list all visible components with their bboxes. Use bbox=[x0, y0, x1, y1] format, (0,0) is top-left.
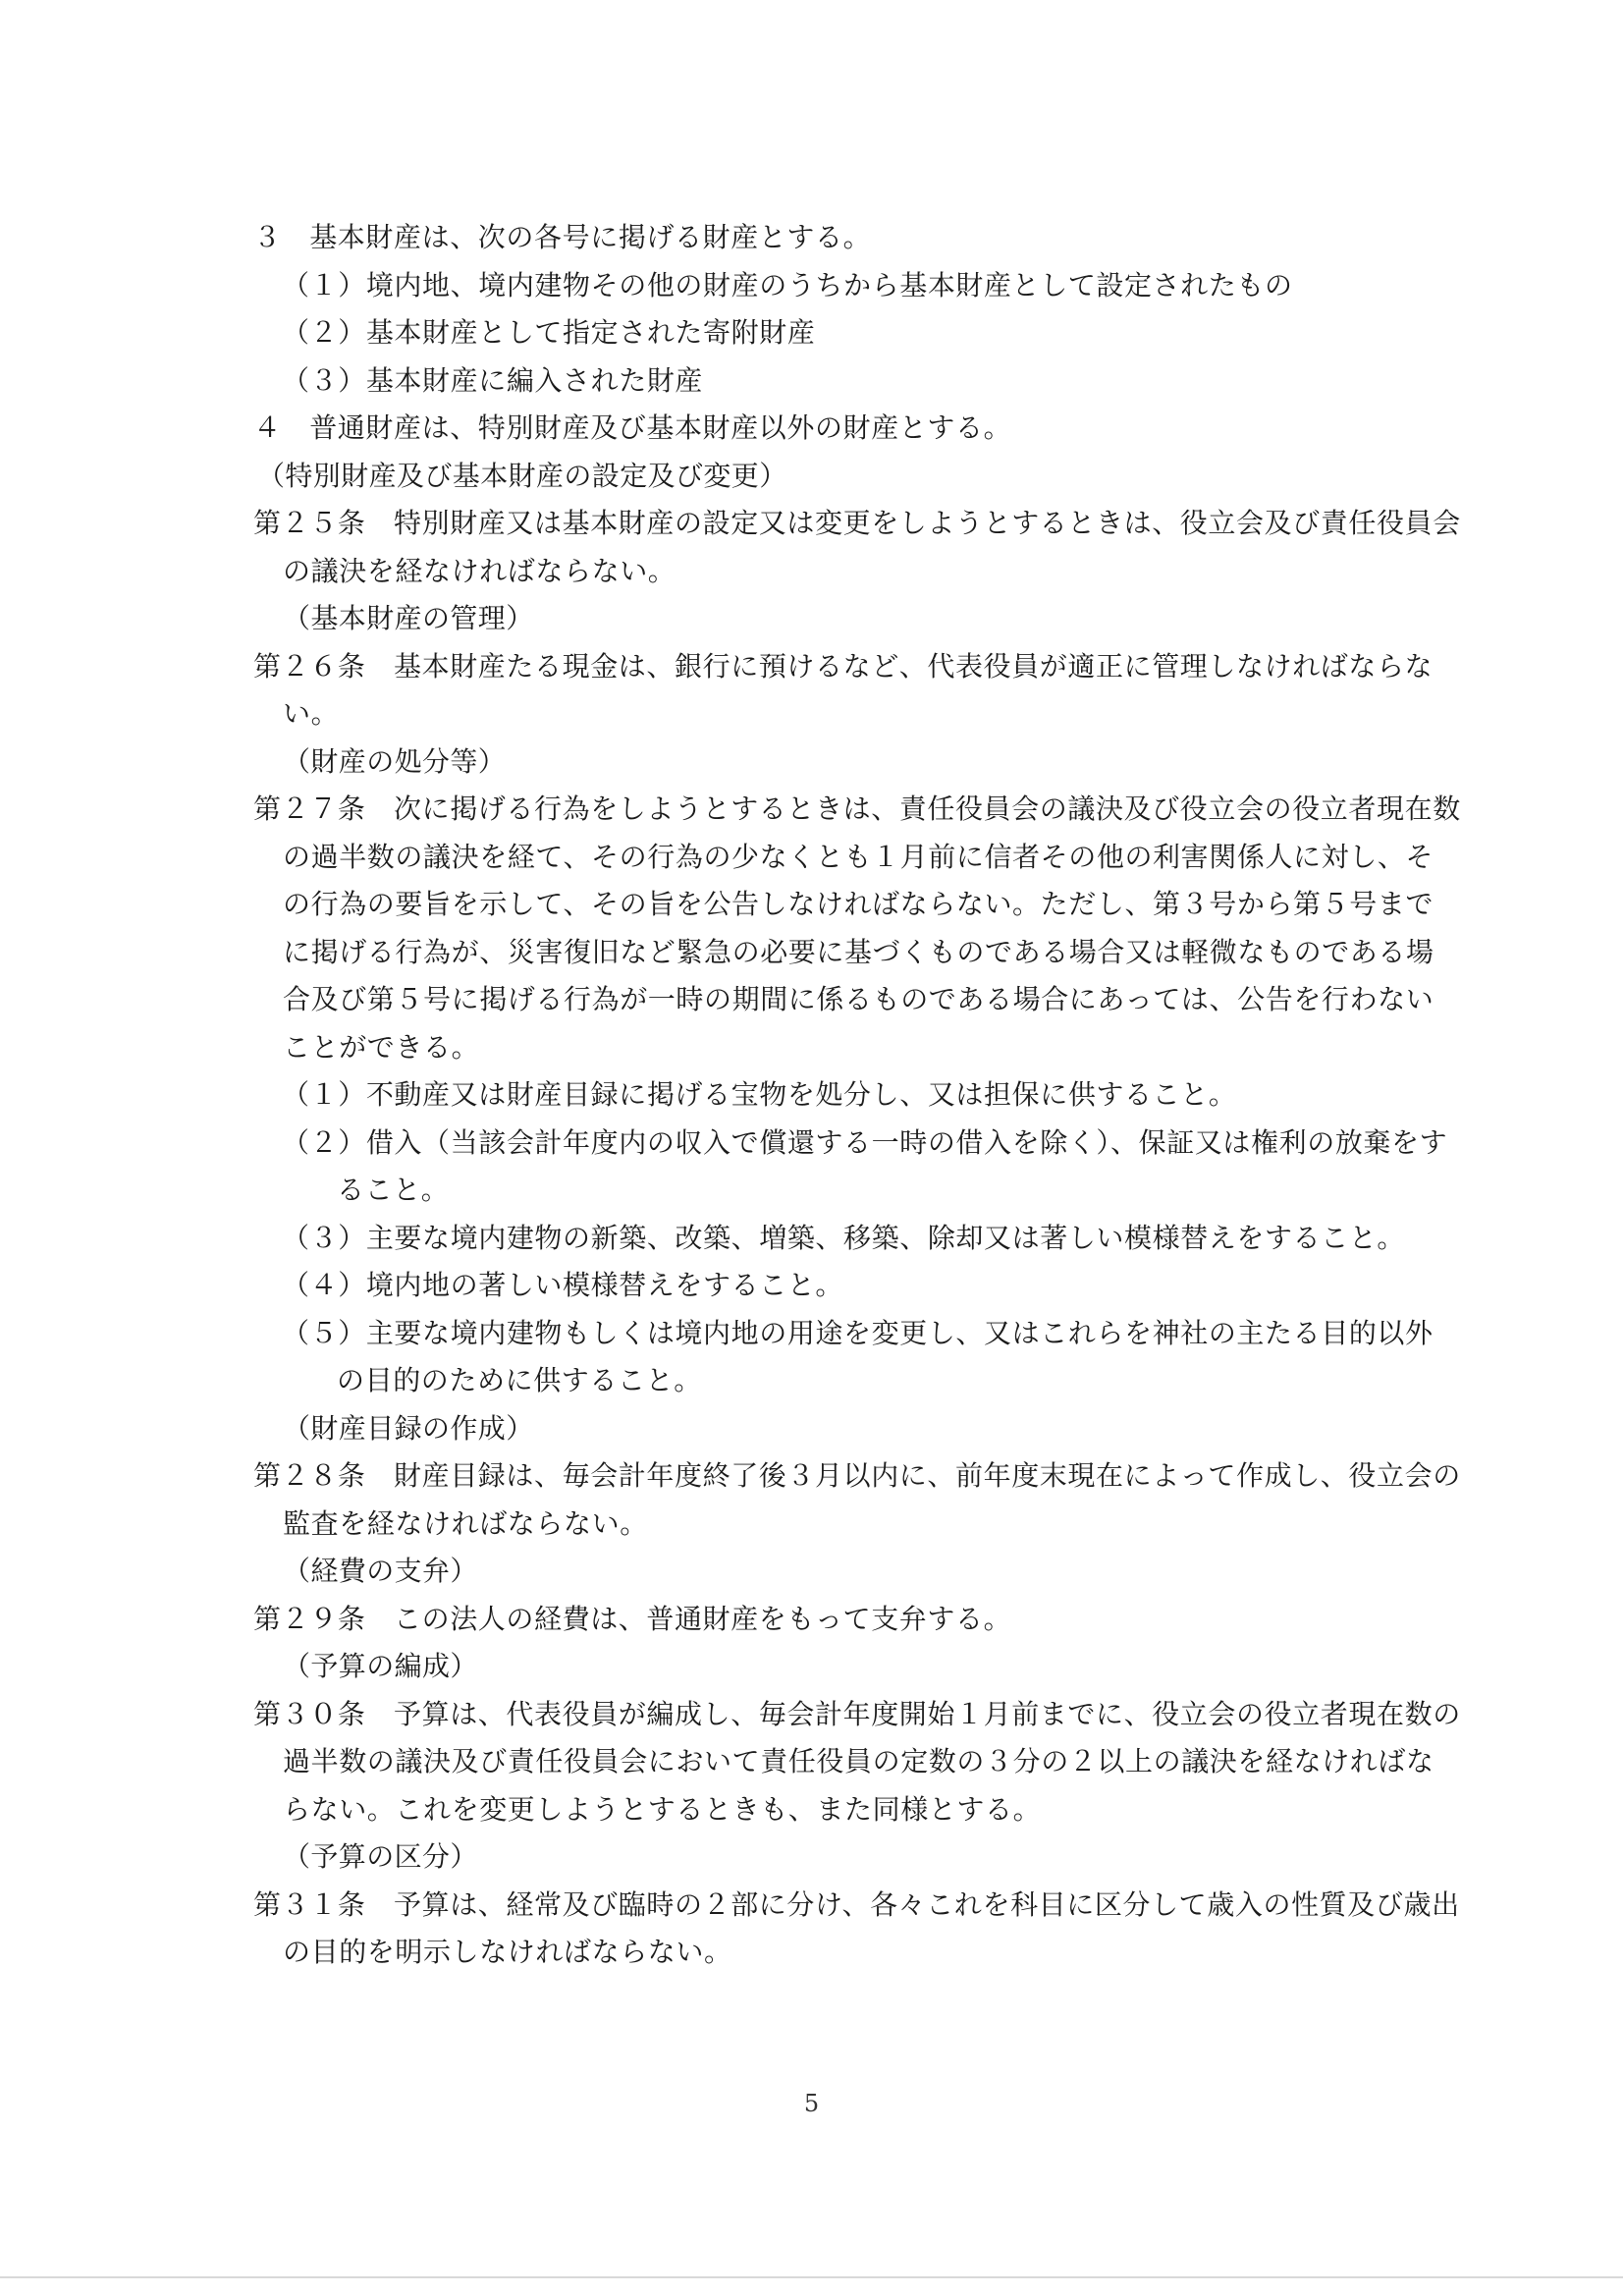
item-text: 基本財産に編入された財産 bbox=[365, 363, 704, 397]
item-number: （１） bbox=[282, 268, 366, 301]
article-25-heading: （特別財産及び基本財産の設定及び変更） bbox=[257, 459, 787, 492]
article-26: 第２６条 基本財産たる現金は、銀行に預けるなど、代表役員が適正に管理しなければならない。 bbox=[253, 649, 1434, 730]
item-number: （３） bbox=[282, 363, 366, 397]
article-30: 第３０条 予算は、代表役員が編成し、毎会計年度開始１月前までに、役立会の役立者現在数の過半数の議決及び責任役員会において責任役員の定数の３分の２以上の議決を経なければならない。これを変更しようとするときも、また同様とする。 bbox=[253, 1697, 1461, 1826]
item-number: （３） bbox=[282, 1221, 366, 1254]
item-text: 境内地、境内建物その他の財産のうちから基本財産として設定されたもの bbox=[365, 268, 1293, 301]
paragraph-3-item-1 bbox=[253, 262, 1461, 310]
item-text: 境内地の著しい模様替えをすること。 bbox=[365, 1269, 844, 1301]
item-number: （１） bbox=[282, 1078, 366, 1111]
article-27-heading: （財産の処分等） bbox=[283, 744, 507, 778]
article-31: 第３１条 予算は、経常及び臨時の２部に分け、各々これを科目に区分して歳入の性質及び歳出の目的を明示しなければならない。 bbox=[253, 1887, 1460, 1968]
item-text: 借入（当該会計年度内の収入で償還する一時の借入を除く）、保証又は権利の放棄をすること。 bbox=[337, 1125, 1448, 1206]
scan-edge-divider bbox=[0, 2276, 1623, 2278]
paragraph-3-item-3 bbox=[253, 357, 1461, 406]
page-number: 5 bbox=[803, 2090, 820, 2117]
item-text: 基本財産として指定された寄附財産 bbox=[365, 316, 816, 349]
item-number: （４） bbox=[282, 1269, 366, 1301]
paragraph-4: ４ 普通財産は、特別財産及び基本財産以外の財産とする。 bbox=[253, 411, 1012, 444]
item-text: 不動産又は財産目録に掲げる宝物を処分し、又は担保に供すること。 bbox=[365, 1078, 1237, 1111]
article-27: 第２７条 次に掲げる行為をしようとするときは、責任役員会の議決及び役立会の役立者現在数の過半数の議決を経て、その行為の少なくとも１月前に信者その他の利害関係人に対し、その行為の要旨を示して、その旨を公告しなければならない。ただし、第３号から第５号までに掲げる行為が、災害復旧など緊急の必要に基づくものである場合又は軽微なものである場合及び第５号に掲げる行為が一時の期間に係るものである場合にあっては、公告を行わないことができる。 bbox=[253, 793, 1461, 1064]
document-body bbox=[253, 214, 1461, 1977]
article-27-item-1 bbox=[253, 1071, 1461, 1120]
article-27-item-5 bbox=[253, 1310, 1461, 1405]
paragraph-3: ３ 基本財産は、次の各号に掲げる財産とする。 bbox=[253, 221, 872, 253]
item-text: 主要な境内建物の新築、改築、増築、移築、除却又は著しい模様替えをすること。 bbox=[365, 1221, 1406, 1254]
item-number: （２） bbox=[282, 1125, 366, 1159]
article-27-item-2 bbox=[253, 1120, 1461, 1215]
article-29-heading: （経費の支弁） bbox=[283, 1555, 478, 1587]
article-28-heading: （財産目録の作成） bbox=[283, 1411, 534, 1445]
paragraph-3-item-2 bbox=[253, 309, 1461, 357]
article-29: 第２９条 この法人の経費は、普通財産をもって支弁する。 bbox=[253, 1602, 1012, 1635]
article-30-heading: （予算の編成） bbox=[283, 1650, 478, 1682]
article-31-heading: （予算の区分） bbox=[283, 1840, 478, 1873]
article-27-item-4 bbox=[253, 1262, 1461, 1310]
article-25: 第２５条 特別財産又は基本財産の設定又は変更をしようとするときは、役立会及び責任役員会の議決を経なければならない。 bbox=[253, 507, 1461, 587]
article-28: 第２８条 財産目録は、毎会計年度終了後３月以内に、前年度末現在によって作成し、役立会の監査を経なければならない。 bbox=[253, 1459, 1461, 1540]
item-number: （５） bbox=[282, 1316, 366, 1349]
item-text: 主要な境内建物もしくは境内地の用途を変更し、又はこれらを神社の主たる目的以外の目的のために供すること。 bbox=[337, 1316, 1434, 1396]
article-27-item-3 bbox=[253, 1215, 1461, 1263]
article-26-heading: （基本財産の管理） bbox=[283, 602, 534, 634]
item-number: （２） bbox=[282, 316, 366, 349]
